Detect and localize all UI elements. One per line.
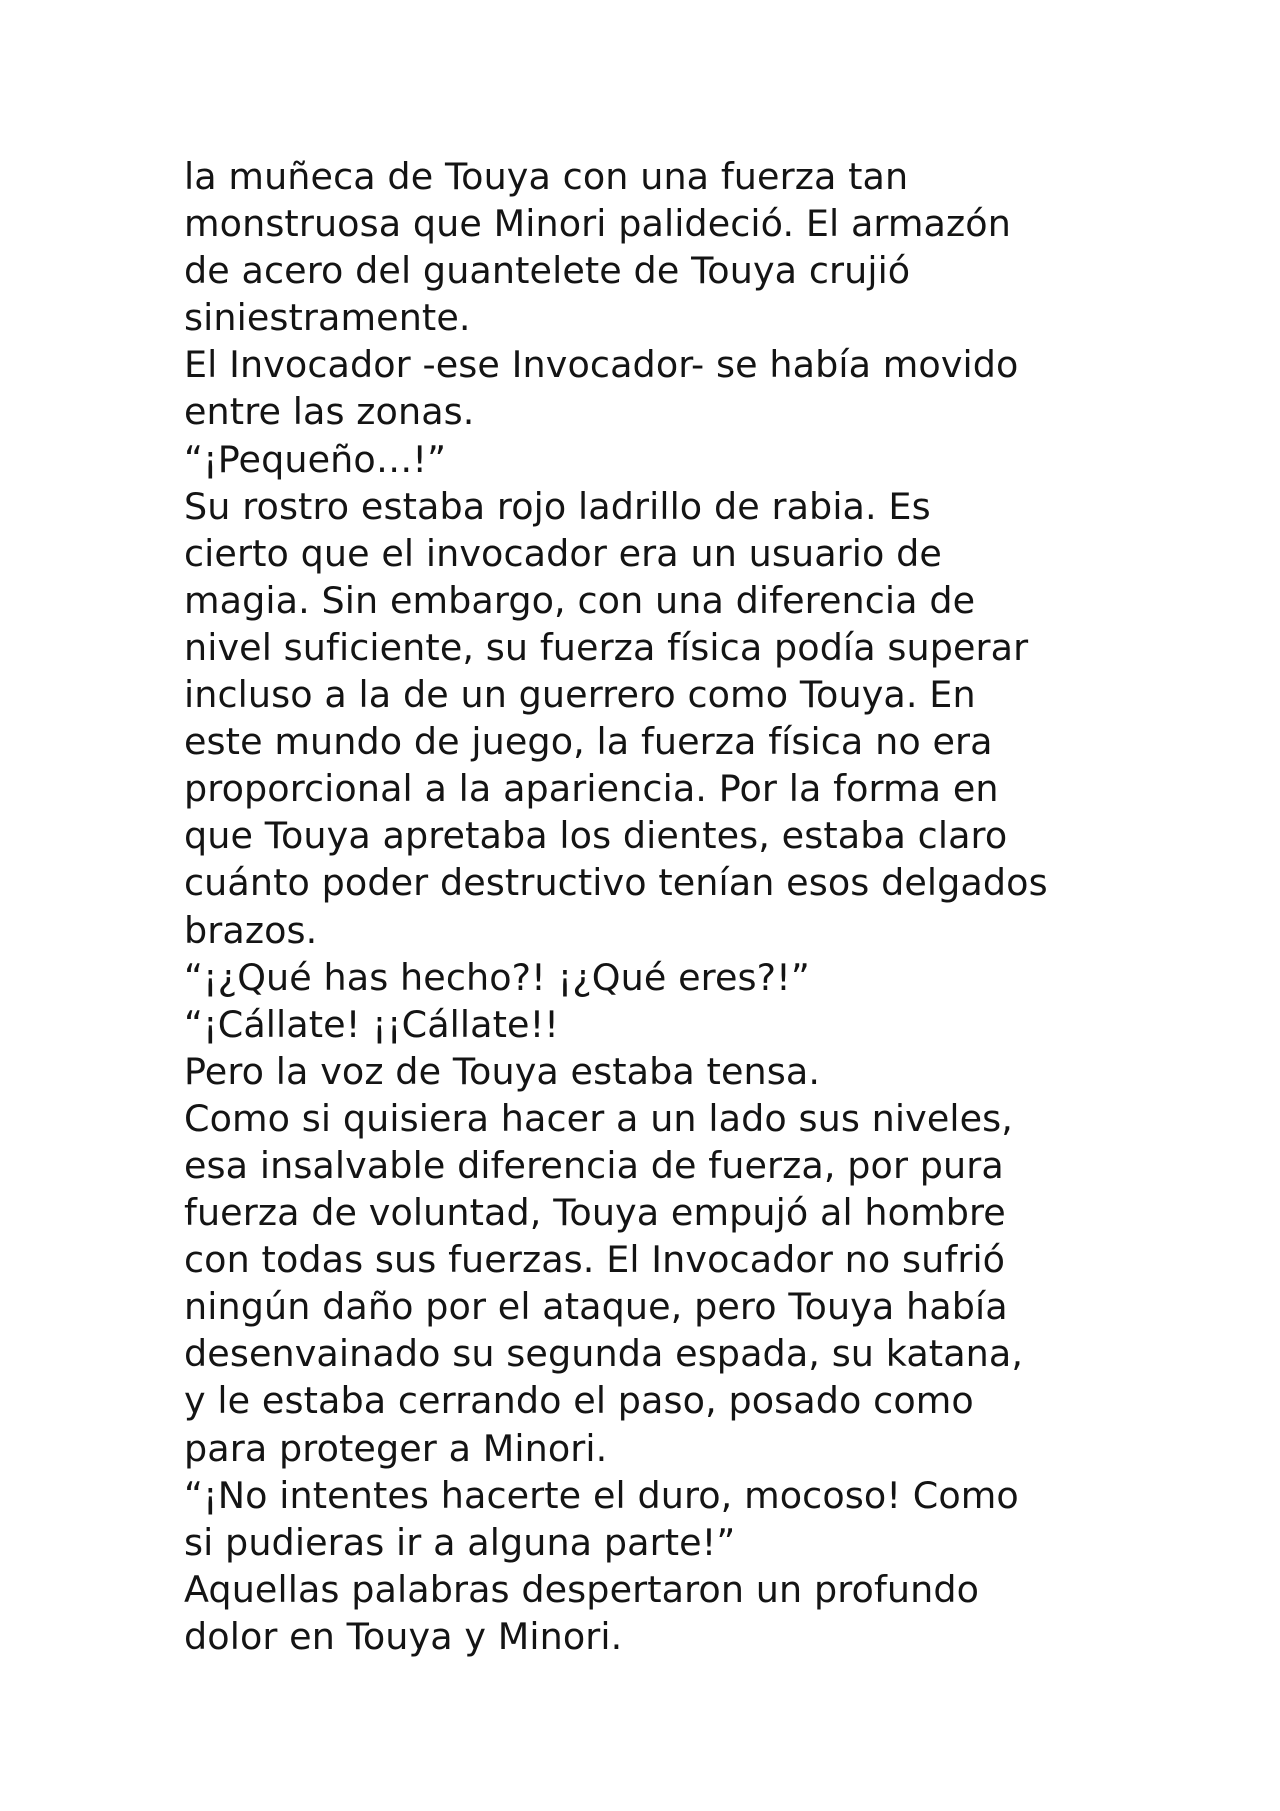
text-line: la muñeca de Touya con una fuerza tan	[184, 155, 909, 198]
text-line: con todas sus fuerzas. El Invocador no sufrió	[184, 1238, 1006, 1282]
text-line: “¡Pequeño…!”	[184, 437, 447, 481]
text-line: “¡No intentes hacerte el duro, mocoso! Como	[184, 1473, 1019, 1517]
text-line: Como si quisiera hacer a un lado sus niveles,	[184, 1096, 1013, 1140]
text-line: para proteger a Minori.	[184, 1426, 608, 1470]
text-line: “¡Cállate! ¡¡Cállate!!	[184, 1002, 560, 1046]
text-line: esa insalvable diferencia de fuerza, por pura	[184, 1143, 1004, 1187]
text-line: Aquellas palabras despertaron un profundo	[184, 1567, 980, 1611]
body-text	[184, 153, 1244, 1660]
text-line: siniestramente.	[184, 296, 471, 340]
text-line: “¡¿Qué has hecho?! ¡¿Qué eres?!”	[184, 955, 810, 999]
text-line: Pero la voz de Touya estaba tensa.	[184, 1049, 821, 1093]
text-line: brazos.	[184, 908, 318, 952]
text-line: y le estaba cerrando el paso, posado como	[184, 1379, 974, 1423]
text-line: ningún daño por el ataque, pero Touya había	[184, 1285, 1008, 1329]
text-line: nivel suficiente, su fuerza física podía superar	[184, 625, 1029, 669]
text-line: Su rostro estaba rojo ladrillo de rabia. Es	[184, 484, 931, 528]
text-line: si pudieras ir a alguna parte!”	[184, 1520, 736, 1564]
text-line: este mundo de juego, la fuerza física no era	[184, 720, 993, 764]
text-line: entre las zonas.	[184, 390, 475, 434]
text-line: El Invocador -ese Invocador- se había movido	[184, 343, 1019, 387]
text-line: de acero del guantelete de Touya crujió	[184, 249, 911, 293]
text-line: incluso a la de un guerrero como Touya. En	[184, 673, 976, 717]
text-line: cuánto poder destructivo tenían esos delgados	[184, 861, 1048, 905]
text-line: que Touya apretaba los dientes, estaba claro	[184, 814, 1008, 858]
text-line: proporcional a la apariencia. Por la forma en	[184, 767, 999, 811]
text-line: dolor en Touya y Minori.	[184, 1614, 623, 1658]
text-line: cierto que el invocador era un usuario de	[184, 531, 942, 575]
text-line: fuerza de voluntad, Touya empujó al hombre	[184, 1191, 1006, 1235]
text-line: desenvainado su segunda espada, su katana,	[184, 1332, 1024, 1376]
text-line: monstruosa que Minori palideció. El armazón	[184, 202, 1011, 246]
text-line: magia. Sin embargo, con una diferencia de	[184, 578, 976, 622]
